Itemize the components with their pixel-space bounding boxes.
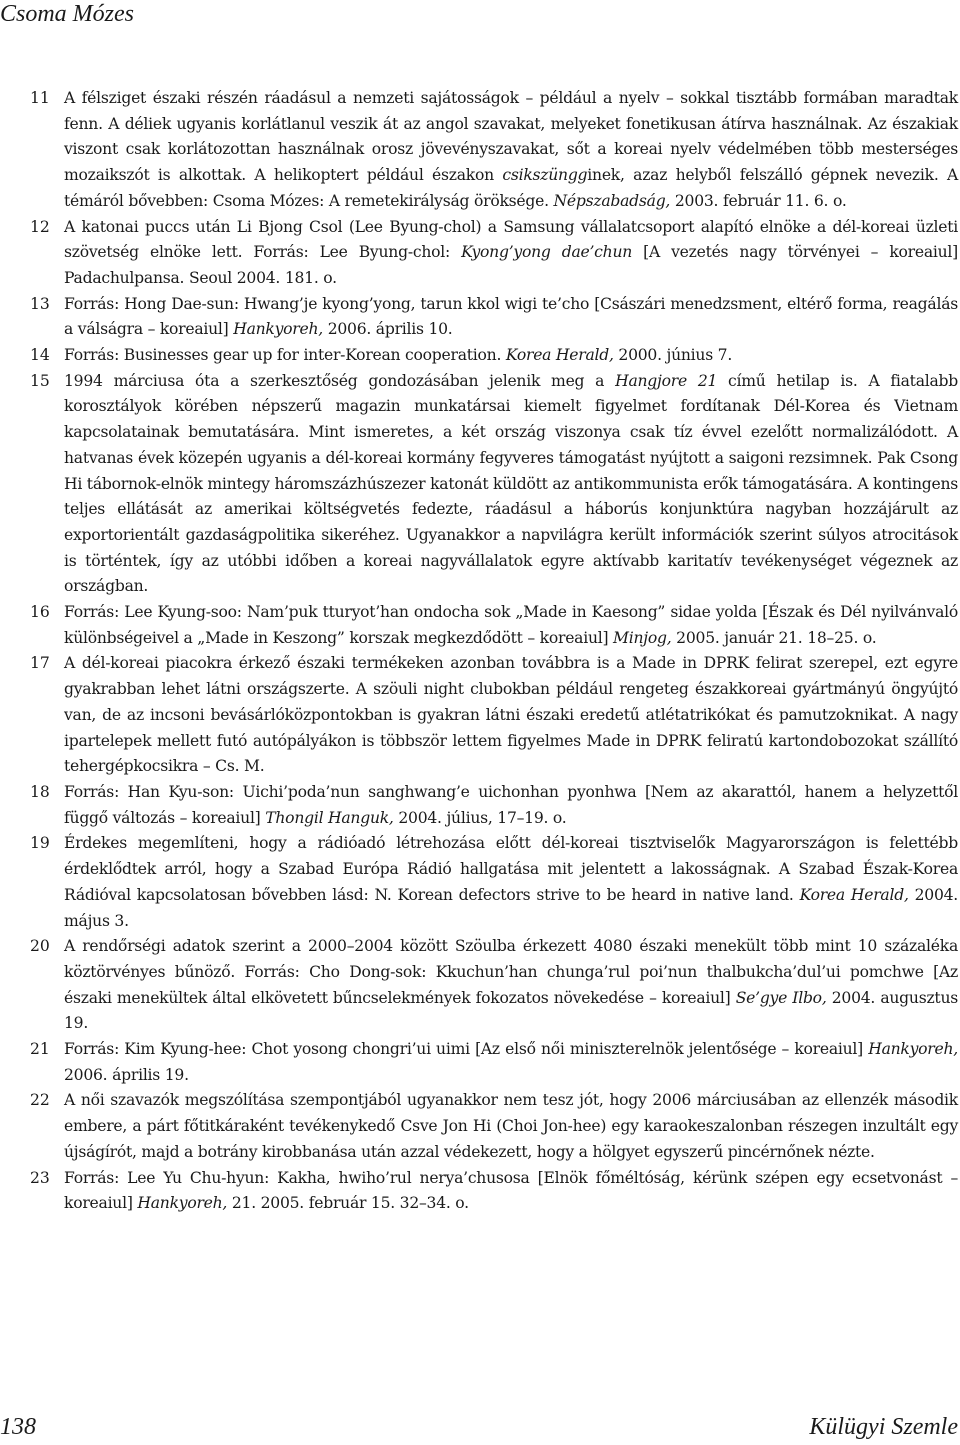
footnote-number: 17 [30, 654, 50, 673]
footnote [30, 934, 958, 1037]
footnote-number: 23 [30, 1168, 50, 1187]
footnote-text-run: A félsziget északi részén ráadásul a nemzeti sajátosságok – például a nyelv – sokkal tisztább formában maradtak fenn. A déliek ugyanis korlátlanul veszik át az angol szavakat, melyeket fonetikusan átírva használnak. Az északiak viszont csak korlátozottan használnak orosz jövevényszavakat, sőt a koreai nyelv védelmében több mesterséges mozaikszót is alkottak. A helikoptert például északon [64, 89, 958, 185]
footnote-text [64, 1166, 958, 1217]
footnote-text-run: Forrás: Lee Yu Chu-hyun: Kakha, hwiho’rul nerya’chusosa [Elnök főméltóság, kérünk szépen egy ecsetvonást – koreaiul] [64, 1168, 958, 1213]
footnote-text [64, 86, 958, 215]
footnote-text [64, 343, 958, 369]
footnote [30, 1166, 958, 1217]
footnote-italic-text: Népszabadság, [553, 191, 671, 210]
footnote-text [64, 934, 958, 1037]
footnote [30, 1037, 958, 1088]
footnote-text-run: 2000. június 7. [613, 346, 733, 365]
footnote-italic-text: Korea Herald, [799, 885, 909, 904]
footnote-text-run: inek, azaz helyből felszálló gépnek nevezik. A témáról bővebben: Csoma Mózes: A remetekirályság öröksége. [64, 166, 958, 210]
footnote-italic-text: csikszüngg [502, 166, 588, 185]
footnote-text-run: Forrás: Lee Kyung-soo: Nam’puk tturyot’han ondocha sok „Made in Kaesong” sidae yolda [Észak és Dél nyilvánvaló különbségeivel a „Made in Keszong” korszak megkezdődött – koreaiul] [64, 603, 958, 647]
footnote-text-run: [A vezetés nagy törvényei – koreaiul] Padachulpansa. Seoul 2004. 181. o. [64, 243, 958, 287]
footnote-number: 18 [30, 782, 50, 801]
footnote-text-run: 2004. augusztus 19. [64, 988, 958, 1033]
footnote-text-run: Érdekes megemlíteni, hogy a rádióadó létrehozása előtt dél-koreai tisztviselők Magyarországon is felettébb érdeklődtek arról, hogy a Szabad Európa Rádió hallgatása mit jelentett a lakosságnak. A Szabad Észak-Korea Rádióval kapcsolatosan bővebben lásd: N. Korean defectors strive to be heard in native land. [64, 834, 958, 904]
footnote-number: 19 [30, 834, 50, 853]
footnote [30, 86, 958, 215]
journal-title: Külügyi Szemle [809, 1414, 958, 1440]
footnote-italic-text: Hangjore 21 [615, 371, 718, 390]
footnote [30, 1088, 958, 1165]
footnote-text-run: A női szavazók megszólítása szempontjából ugyanakkor nem tesz jót, hogy 2006 márciusában az ellenzék második embere, a párt főtitkáraként tevékenykedő Csve Jon Hi (Choi Jon-hee) egy karaokeszalonban részegen inzultált egy újságírót, majd a botrány kirobbanása után azzal védekezett, hogy a hölgyet egyszerű pincérnőnek nézte. [64, 1091, 958, 1161]
footnote-number: 12 [30, 217, 50, 236]
footnote-text [64, 292, 958, 343]
footnote-text-run: 2003. február 11. 6. o. [670, 191, 847, 210]
footnote-number: 13 [30, 294, 50, 313]
footnote [30, 292, 958, 343]
footnote-italic-text: Hankyoreh, [868, 1040, 958, 1059]
footnote-text [64, 1037, 958, 1088]
running-head-author: Csoma Mózes [0, 1, 135, 27]
footnote-text-run: A dél-koreai piacokra érkező északi termékeken azonban továbbra is a Made in DPRK felirat szerepel, ezt egyre gyakrabban lehet látni országszerte. A szöuli night clubokban például rengeteg északkoreai gyártmányú öngyújtó van, de az incsoni bevásárlóközpontokban is gyakran látni északi eredetű atlétatrikókat és pamutzoknikat. A nagy ipartelepek mellett futó autópályákon is többször lettem figyelmes Made in DPRK feliratú kartondobozokat szállító tehergépkocsikra – Cs. M. [64, 654, 958, 776]
footnote-text-run: Forrás: Hong Dae-sun: Hwang’je kyong’yong, tarun kkol wigi te’cho [Császári menedzsment, eltérő forma, reagálás a válságra – koreaiul] [64, 294, 958, 339]
footnote-italic-text: Hankyoreh, [137, 1194, 228, 1213]
footnote-number: 16 [30, 603, 50, 622]
footnote-italic-text: Hankyoreh, [233, 320, 323, 339]
footnote-text-run: 2004. május 3. [64, 885, 959, 930]
footnote-text-run: című hetilap is. A fiatalabb korosztályok körében népszerű magazin munkatársai kiemelt figyelmet fordítanak Dél-Korea és Vietnam kapcsolatainak bemutatására. Mint ismeretes, a két ország viszonya csak tíz évvel ezelőtt normalizálódott. A hatvanas évek közepén ugyanis a dél-koreai kormány fegyveres támogatást nyújtott a saigoni rezsimnek. Pak Csong Hi tábornok-elnök mintegy háromszázhúszezer katonát küldött az antikommunista erők támogatására. A kontingens teljes ellátását az amerikai költségvetés fedezte, ráadásul a háborús konjunktúra nagyban hozzájárult az exportorientált gazdaságpolitika sikeréhez. Ugyanakkor a napvilágra került információk szerint súlyos atrocitások is történtek, így az utóbbi időben a koreai nagyvállalatok egyre aktívabb karitatív tevékenységet végeznek az országban. [64, 371, 958, 596]
footnote-text [64, 780, 958, 831]
footnote-text-run: Forrás: Kim Kyung-hee: Chot yosong chongri’ui uimi [Az első női miniszterelnök jelentősége – koreaiul] [64, 1040, 869, 1059]
footnote-text-run: 2006. április 19. [64, 1065, 189, 1084]
footnote-text-run: 1994 márciusa óta a szerkesztőség gondozásában jelenik meg a [64, 371, 616, 390]
footnote-number: 22 [30, 1091, 50, 1110]
footnote [30, 600, 958, 651]
footnote [30, 651, 958, 780]
footnote-text-run: Forrás: Businesses gear up for inter-Korean cooperation. [64, 346, 506, 365]
footnote-number: 15 [30, 371, 50, 390]
footnote [30, 369, 958, 600]
footnote [30, 780, 958, 831]
footnote [30, 831, 958, 934]
footnote-text-run: 2006. április 10. [323, 320, 453, 339]
footnote-italic-text: Thongil Hanguk, [265, 808, 394, 827]
footnote-text [64, 651, 958, 780]
footnote-number: 11 [30, 89, 50, 107]
footnote-text-run: 21. 2005. február 15. 32–34. o. [227, 1194, 469, 1213]
footnote-text-run: 2005. január 21. 18–25. o. [671, 628, 877, 647]
footnote-text-run: 2004. július, 17–19. o. [393, 808, 567, 827]
footnote-italic-text: Minjog, [613, 628, 672, 647]
footnotes-list [30, 86, 958, 1217]
footnote-text [64, 831, 958, 934]
footnote-text [64, 369, 958, 600]
footnote-italic-text: Kyong’yong dae’chun [461, 243, 633, 262]
footnote-text [64, 215, 958, 292]
footnote-text-run: Forrás: Han Kyu-son: Uichi’poda’nun sanghwang’e uichonhan pyonhwa [Nem az akarattól, hanem a helyzettől függő változás – koreaiul] [64, 782, 958, 827]
footnote-number: 14 [30, 346, 50, 365]
footnote-number: 21 [30, 1040, 50, 1059]
footnote [30, 343, 958, 369]
footnote-italic-text: Korea Herald, [505, 346, 614, 365]
footnote-text-run: A rendőrségi adatok szerint a 2000–2004 között Szöulba érkezett 4080 északi menekült több mint 10 százaléka köztörvényes bűnöző. Forrás: Cho Dong-sok: Kkuchun’han chunga’rul poi’nun thalbukcha’dul’ui pomchwe [Az északi menekültek által elkövetett bűncselekmények fokozatos növekedése – koreaiul] [64, 937, 958, 1007]
footnote-text [64, 600, 958, 651]
footnote-italic-text: Se’gye Ilbo, [735, 988, 827, 1007]
footnote [30, 215, 958, 292]
footnote-text [64, 1088, 958, 1165]
page-number: 138 [0, 1414, 36, 1440]
footnote-number: 20 [30, 937, 50, 956]
footnote-text-run: A katonai puccs után Li Bjong Csol (Lee Byung-chol) a Samsung vállalatcsoport alapító elnöke a dél-koreai üzleti szövetség elnöke lett. Forrás: Lee Byung-chol: [64, 217, 958, 262]
